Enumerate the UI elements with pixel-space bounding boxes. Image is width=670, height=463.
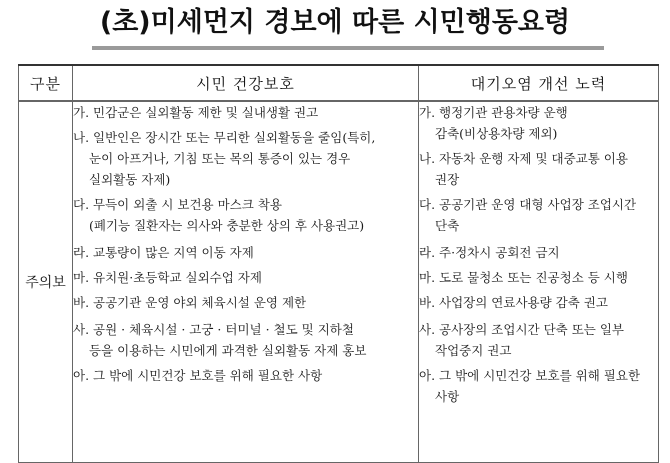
improvement-action-line: 사항 xyxy=(435,389,460,404)
improvement-action-line: 아. 그 밖에 시민건강 보호를 위해 필요한 xyxy=(419,368,641,383)
improvement-actions-cell xyxy=(419,101,659,463)
header-health: 시민 건강보호 xyxy=(73,65,419,101)
health-action-item xyxy=(73,194,418,236)
improvement-action-line: 권장 xyxy=(435,172,460,187)
health-action-item xyxy=(73,102,418,123)
improvement-action-line: 감축(비상용차량 제외) xyxy=(435,126,558,141)
health-action-item xyxy=(73,267,418,288)
improvement-action-line: 라. 주·정차시 공회전 금지 xyxy=(419,245,560,260)
improvement-action-item xyxy=(419,292,658,313)
improvement-action-item xyxy=(419,267,658,288)
improvement-action-item xyxy=(419,102,658,144)
health-action-line: 바. 공공기관 운영 야외 체육시설 운영 제한 xyxy=(73,295,307,310)
health-actions-cell xyxy=(73,101,419,463)
table-row xyxy=(19,101,659,463)
health-action-line: 라. 교통량이 많은 지역 이동 자제 xyxy=(73,245,254,260)
improvement-action-line: 단축 xyxy=(435,218,460,233)
improvement-action-line: 마. 도로 물청소 또는 진공청소 등 시행 xyxy=(419,270,628,285)
table-header-row xyxy=(19,65,659,101)
improvement-action-item xyxy=(419,242,658,263)
improvement-action-line: 바. 사업장의 연료사용량 감축 권고 xyxy=(419,295,608,310)
level-advisory: 주의보 xyxy=(19,101,73,463)
improvement-action-item xyxy=(419,194,658,236)
title-underline xyxy=(92,46,604,50)
page-title: (초)미세먼지 경보에 따른 시민행동요령 xyxy=(99,7,571,38)
health-action-item xyxy=(73,319,418,361)
health-action-item xyxy=(73,127,418,190)
health-action-line: 나. 일반인은 장시간 또는 무리한 실외활동을 줄임(특히, xyxy=(73,130,376,145)
health-action-line: 등을 이용하는 시민에게 과격한 실외활동 자제 홍보 xyxy=(89,343,367,358)
improvement-action-line: 나. 자동차 운행 자제 및 대중교통 이용 xyxy=(419,151,628,166)
health-action-line: 가. 민감군은 실외활동 제한 및 실내생활 권고 xyxy=(73,105,319,120)
header-category: 구분 xyxy=(19,65,73,101)
health-action-line: 다. 무득이 외출 시 보건용 마스크 착용 xyxy=(73,197,282,212)
health-action-line: 실외활동 자제) xyxy=(89,172,171,187)
improvement-action-line: 다. 공공기관 운영 대형 사업장 조업시간 xyxy=(419,197,637,212)
health-action-line: 아. 그 밖에 시민건강 보호를 위해 필요한 사항 xyxy=(73,368,323,383)
improvement-action-line: 사. 공사장의 조업시간 단축 또는 일부 xyxy=(419,322,624,337)
improvement-action-item xyxy=(419,365,658,407)
improvement-action-item xyxy=(419,319,658,361)
health-action-line: 사. 공원 · 체육시설 · 고궁 · 터미널 · 철도 및 지하철 xyxy=(73,322,354,337)
health-action-line: 마. 유치원·초등학교 실외수업 자제 xyxy=(73,270,262,285)
improvement-action-line: 작업중지 권고 xyxy=(435,343,512,358)
health-action-line: 눈이 아프거나, 기침 또는 목의 통증이 있는 경우 xyxy=(89,151,351,166)
improvement-action-line: 가. 행정기관 관용차량 운행 xyxy=(419,105,568,120)
action-guide-table xyxy=(18,64,659,463)
improvement-action-item xyxy=(419,148,658,190)
health-action-item xyxy=(73,292,418,313)
health-action-line: (폐기능 질환자는 의사와 충분한 상의 후 사용권고) xyxy=(89,218,365,233)
header-improvement: 대기오염 개선 노력 xyxy=(419,65,659,101)
health-action-item xyxy=(73,242,418,263)
health-action-item xyxy=(73,365,418,386)
